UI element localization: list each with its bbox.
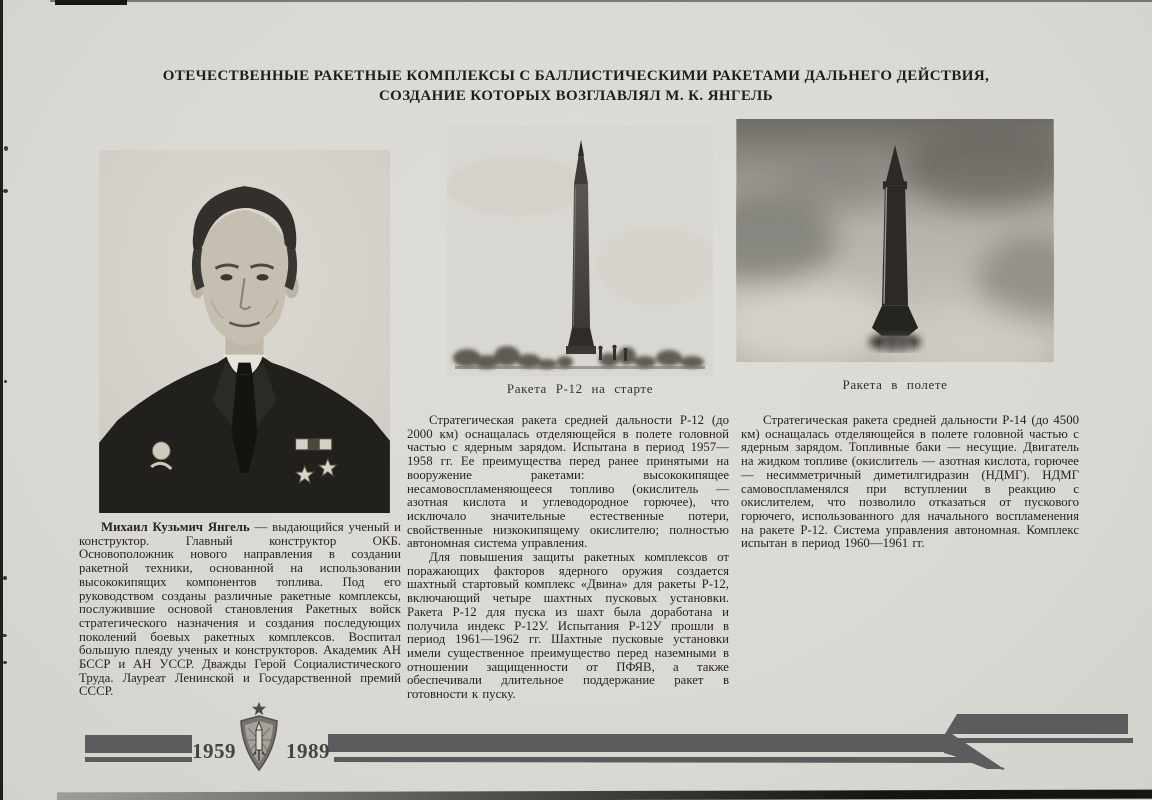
page-edge-line	[50, 0, 1152, 2]
scan-speck	[3, 189, 8, 193]
page-edge-line	[0, 0, 3, 800]
r12-paragraph-2: Для повышения защиты ракетных комплексов от поражающих факторов ядерного оружия создается шахтный стартовый комплекс «Двина» для ракеты Р-12, включающий четыре шахтных пусковых установки. Ракета Р-12 для пуска из шахт была доработана и получила индекс Р-12У. Испытания Р-12У прошли в период 1961—1962 гг. Шахтные пусковые установки имели существенное преимущество перед наземными в отношении защищенности от ПФЯВ, а также обеспечивали длительное поддержание ракет в готовности к пуску.	[407, 550, 729, 702]
scan-speck	[2, 634, 7, 637]
rocket-flight-photo-graphic	[736, 119, 1054, 362]
rocket-launch-photo-graphic	[447, 126, 713, 376]
bio-column	[79, 521, 401, 699]
scan-speck	[3, 576, 7, 580]
scan-speck	[3, 661, 7, 664]
rocket-launch-caption: Ракета Р-12 на старте	[506, 381, 654, 396]
page-title	[0, 66, 1152, 106]
scan-speck	[4, 380, 7, 383]
page-edge-line	[55, 0, 127, 5]
r12-column	[407, 414, 729, 702]
page-title-line1: ОТЕЧЕСТВЕННЫЕ РАКЕТНЫЕ КОМПЛЕКСЫ С БАЛЛИСТИЧЕСКИМИ РАКЕТАМИ ДАЛЬНЕГО ДЕЙСТВИЯ,	[162, 68, 990, 84]
bio-name: Михаил Кузьмич Янгель	[101, 520, 250, 534]
r14-paragraph-1: Стратегическая ракета средней дальности Р-14 (до 4500 км) оснащалась отделяющейся в полете головной частью с ядерным зарядом. Топливные баки — несущие. Двигатель на жидком топливе (окислитель — азотная кислота, горючее — несимметричный диметилгидразин (НДМГ). НДМГ самовоспламенялся при вступлении в реакцию с окислителем, что позволило отказаться от пускового горючего, использованного для начального воспламенения на ракете Р-12. Система управления автономная. Комплекс испытан в период 1960—1961 гг.	[741, 413, 1079, 551]
anniversary-year-end: 1989	[286, 739, 330, 763]
bio-text: — выдающийся ученый и конструктор. Главный конструктор ОКБ. Основоположник нового направления в создании ракетной техники, основанной на использовании высококипящих компонентов топлива. Под его руководством созданы различные ракетные комплексы, послужившие основой становления Ракетных войск стратегического назначения и создания последующих поколений боевых ракетных комплексов. Воспитал большую плеяду ученых и конструкторов. Академик АН БССР и АН УССР. Дважды Герой Социалистического Труда. Лауреат Ленинской и Государственной премий СССР.	[79, 520, 401, 699]
portrait-photo	[99, 150, 390, 513]
shield-rocket-emblem-icon	[236, 700, 282, 784]
r12-paragraph-1: Стратегическая ракета средней дальности Р-12 (до 2000 км) оснащалась отделяющейся в полете головной частью с ядерным зарядом. Испытана в период 1957—1958 гг. Ее преимущества перед ранее принятыми на вооружение ракетами: высококипящее несамовоспламеняющееся топливо (окислитель — азотная кислота и углеводородное горючее), что исключало значительные естественные потери, свойственные низкокипящему окислителю; полностью автономная система управления.	[407, 413, 729, 551]
portrait-photo-graphic	[99, 150, 390, 513]
page-title-line2: СОЗДАНИЕ КОТОРЫХ ВОЗГЛАВЛЯЛ М. К. ЯНГЕЛЬ	[378, 88, 774, 104]
rocket-flight-photo	[736, 119, 1054, 362]
r14-column	[741, 414, 1079, 551]
rocket-launch-photo	[447, 126, 713, 376]
rocket-flight-caption: Ракета в полете	[842, 377, 948, 392]
bio-paragraph	[79, 521, 401, 699]
scan-speck	[4, 146, 8, 151]
anniversary-year-start: 1959	[192, 739, 236, 763]
footer-ribbon-graphic	[0, 690, 1152, 800]
